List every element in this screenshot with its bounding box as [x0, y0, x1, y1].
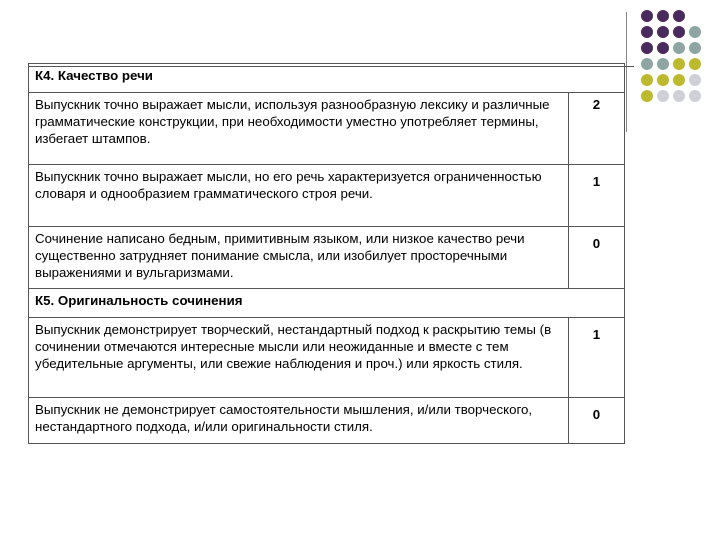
criterion-text: Выпускник не демонстрирует самостоятельности мышления, и/или творческого, нестандартного подхода, и/или оригинальности стиля. — [29, 398, 569, 444]
section-header-row — [29, 289, 625, 318]
criterion-score: 0 — [569, 398, 625, 444]
criterion-score: 2 — [569, 93, 625, 165]
decorative-vertical-line — [626, 12, 627, 132]
criterion-score: 1 — [569, 318, 625, 398]
decorative-dot-grid — [641, 10, 713, 110]
criterion-text: Выпускник точно выражает мысли, но его речь характеризуется ограниченностью словаря и однообразием грамматического строя речи. — [29, 165, 569, 227]
criterion-text: Выпускник точно выражает мысли, используя разнообразную лексику и различные грамматические конструкции, при необходимости уместно употребляет термины, избегает штампов. — [29, 93, 569, 165]
criterion-score: 0 — [569, 227, 625, 289]
section-title: К5. Оригинальность сочинения — [29, 289, 625, 318]
table-row — [29, 318, 625, 398]
criterion-text: Выпускник демонстрирует творческий, нестандартный подход к раскрытию темы (в сочинении отмечаются интересные мысли или неожиданные и вместе с тем убедительные аргументы, или свежие наблюдения и проч.) или яркость стиля. — [29, 318, 569, 398]
criterion-score: 1 — [569, 165, 625, 227]
criteria-table — [28, 63, 625, 444]
table-row — [29, 93, 625, 165]
table-row — [29, 398, 625, 444]
table-row — [29, 165, 625, 227]
section-title: К4. Качество речи — [29, 64, 625, 93]
table-row — [29, 227, 625, 289]
criterion-text: Сочинение написано бедным, примитивным языком, или низкое качество речи существенно затрудняет понимание смысла, или изобилует просторечными выражениями и вульгаризмами. — [29, 227, 569, 289]
section-header-row — [29, 64, 625, 93]
